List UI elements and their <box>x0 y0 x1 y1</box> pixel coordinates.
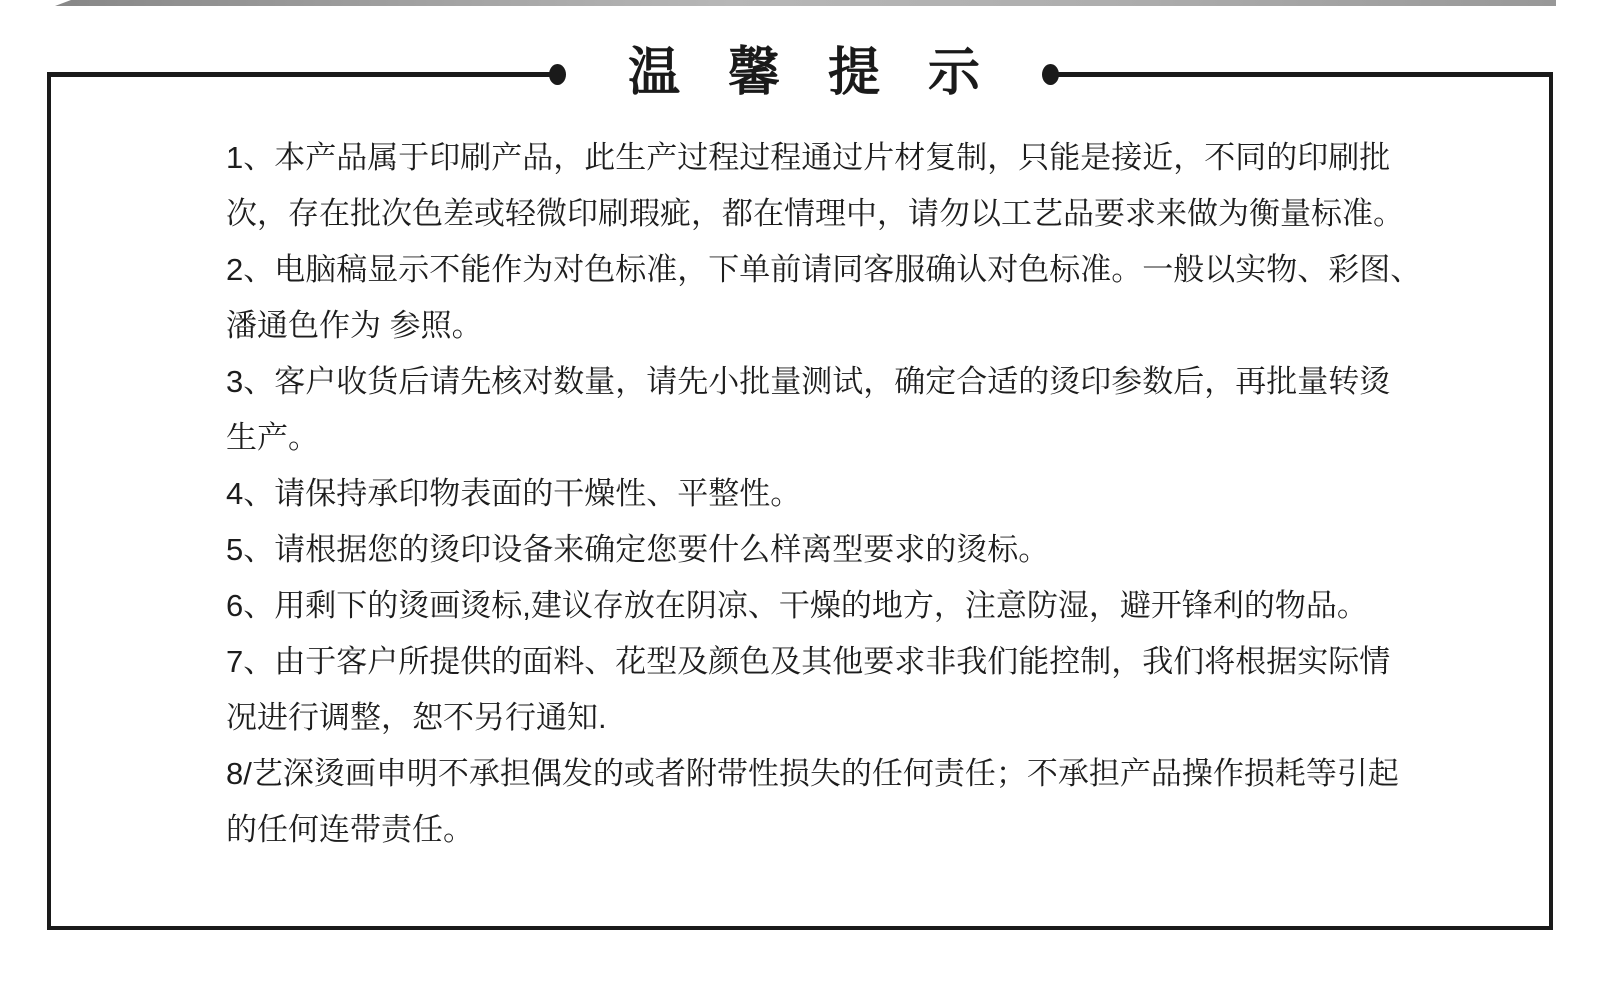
notice-line: 6、用剩下的烫画烫标,建议存放在阴凉、干燥的地方，注意防湿，避开锋利的物品。 <box>226 588 1368 623</box>
notice-line: 生产。 <box>226 420 319 455</box>
title-rule-left-dot <box>549 64 566 85</box>
title-rule-left <box>47 72 557 77</box>
notice-line: 3、客户收货后请先核对数量，请先小批量测试，确定合适的烫印参数后，再批量转烫 <box>226 364 1391 399</box>
title-rule-right-dot <box>1042 64 1059 85</box>
notice-box <box>47 45 1553 930</box>
notice-line: 1、本产品属于印刷产品，此生产过程过程通过片材复制，只能是接近，不同的印刷批 <box>226 140 1391 175</box>
notice-line: 况进行调整，恕不另行通知. <box>226 700 607 735</box>
notice-line: 4、请保持承印物表面的干燥性、平整性。 <box>226 476 802 511</box>
page-title: 温馨提示 <box>628 45 1029 102</box>
notice-line: 潘通色作为 参照。 <box>226 308 483 343</box>
notice-line: 的任何连带责任。 <box>226 812 474 847</box>
notice-content <box>226 130 1476 858</box>
notice-line: 2、电脑稿显示不能作为对色标准，下单前请同客服确认对色标准。一般以实物、彩图、 <box>226 252 1422 287</box>
notice-line: 次，存在批次色差或轻微印刷瑕疵，都在情理中，请勿以工艺品要求来做为衡量标准。 <box>226 196 1404 231</box>
notice-line: 7、由于客户所提供的面料、花型及颜色及其他要求非我们能控制，我们将根据实际情 <box>226 644 1391 679</box>
notice-line: 8/艺深烫画申明不承担偶发的或者附带性损失的任何责任；不承担产品操作损耗等引起 <box>226 756 1399 791</box>
notice-line: 5、请根据您的烫印设备来确定您要什么样离型要求的烫标。 <box>226 532 1050 567</box>
title-rule-right <box>1051 72 1553 77</box>
top-gradient-bar <box>55 0 1556 6</box>
